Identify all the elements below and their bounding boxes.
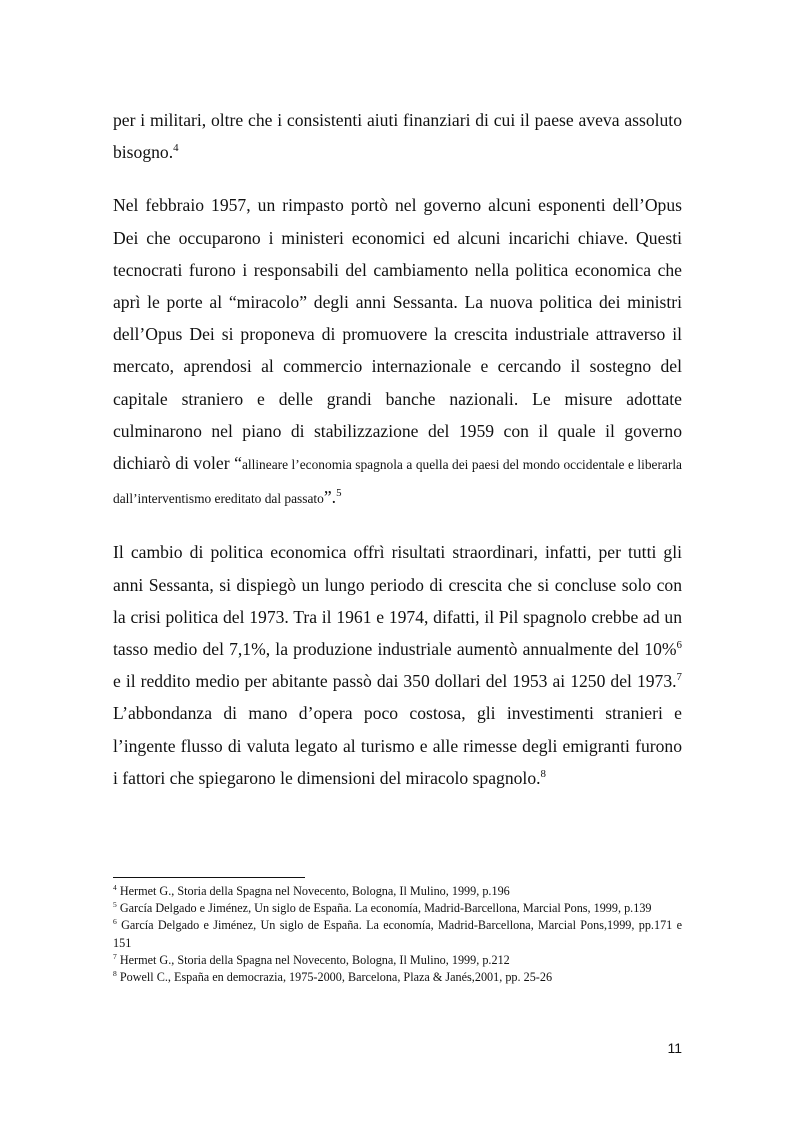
page-body xyxy=(113,104,682,815)
footnote-ref-5[interactable]: 5 xyxy=(336,487,342,500)
footnote-6 xyxy=(113,917,682,951)
footnotes xyxy=(113,883,682,986)
paragraph-3-text-3: L’abbondanza di mano d’opera poco costosa, gli investimenti stranieri e l’ingente flusso di valuta legato al turismo e alle rimesse degli emigranti furono i fattori che spiegarono le dimensioni del miracolo spagnolo. xyxy=(113,703,682,788)
footnote-5 xyxy=(113,900,682,917)
footnote-text: Hermet G., Storia della Spagna nel Novecento, Bologna, Il Mulino, 1999, p.212 xyxy=(116,952,510,967)
paragraph-2-quote-close: ”. xyxy=(323,487,337,508)
paragraph-3 xyxy=(113,536,682,794)
footnote-separator xyxy=(113,877,305,878)
footnote-text: García Delgado e Jiménez, Un siglo de España. La economía, Madrid-Barcellona, Marcial Pons, 1999, p.139 xyxy=(116,901,652,916)
footnote-ref-8[interactable]: 8 xyxy=(540,768,546,780)
paragraph-3-text-1: Il cambio di politica economica offrì risultati straordinari, infatti, per tutti gli anni Sessanta, si dispiegò un lungo periodo di crescita che si concluse solo con la crisi politica del 1973. Tra il 1961 e 1974, difatti, il Pil spagnolo crebbe ad un tasso medio del 7,1%, la produzione industriale aumentò annualmente del 10% xyxy=(113,542,682,660)
footnote-ref-7[interactable]: 7 xyxy=(676,671,682,684)
footnote-ref-6[interactable]: 6 xyxy=(676,639,682,652)
paragraph-1 xyxy=(113,104,682,168)
footnote-8 xyxy=(113,969,682,986)
paragraph-2 xyxy=(113,189,682,515)
footnote-number: 7 xyxy=(113,951,117,961)
paragraph-2-text: Nel febbraio 1957, un rimpasto portò nel governo alcuni esponenti dell’Opus Dei che occuparono i ministeri economici ed alcuni incarichi chiave. Questi tecnocrati furono i responsabili del cambiamento nella politica economica che aprì le porte al “miracolo” degli anni Sessanta. La nuova politica dei ministri dell’Opus Dei si proponeva di promuovere la crescita industriale attraverso il mercato, aprendosi al commercio internazionale e cercando il sostegno del capitale straniero e delle grandi banche nazionali. Le misure adottate culminarono nel piano di stabilizzazione del 1959 con il quale il governo dichiarò di voler “ xyxy=(113,195,682,474)
footnote-number: 8 xyxy=(113,968,117,978)
footnote-ref-4[interactable]: 4 xyxy=(173,142,179,155)
footnote-7 xyxy=(113,952,682,969)
footnote-text: Powell C., España en democrazia, 1975-2000, Barcelona, Plaza & Janés,2001, pp. 25-26 xyxy=(116,970,553,985)
footnote-number: 5 xyxy=(113,900,117,910)
paragraph-1-text: per i militari, oltre che i consistenti aiuti finanziari di cui il paese aveva assoluto bisogno. xyxy=(113,110,682,163)
footnote-text: García Delgado e Jiménez, Un siglo de España. La economía, Madrid-Barcellona, Marcial Pons,1999, pp.171 e 151 xyxy=(113,918,682,950)
footnote-4 xyxy=(113,883,682,900)
footnote-text: Hermet G., Storia della Spagna nel Novecento, Bologna, Il Mulino, 1999, p.196 xyxy=(116,884,510,898)
page-number: 11 xyxy=(667,1040,682,1056)
paragraph-2-quote: allineare l’economia spagnola a quella dei paesi del mondo occidentale e liberarla dall’interventismo ereditato dal passato xyxy=(113,457,682,507)
paragraph-3-text-2: e il reddito medio per abitante passò dai 350 dollari del 1953 ai 1250 del 1973. xyxy=(113,671,677,692)
footnote-number: 4 xyxy=(113,882,117,892)
footnote-number: 6 xyxy=(113,917,117,927)
